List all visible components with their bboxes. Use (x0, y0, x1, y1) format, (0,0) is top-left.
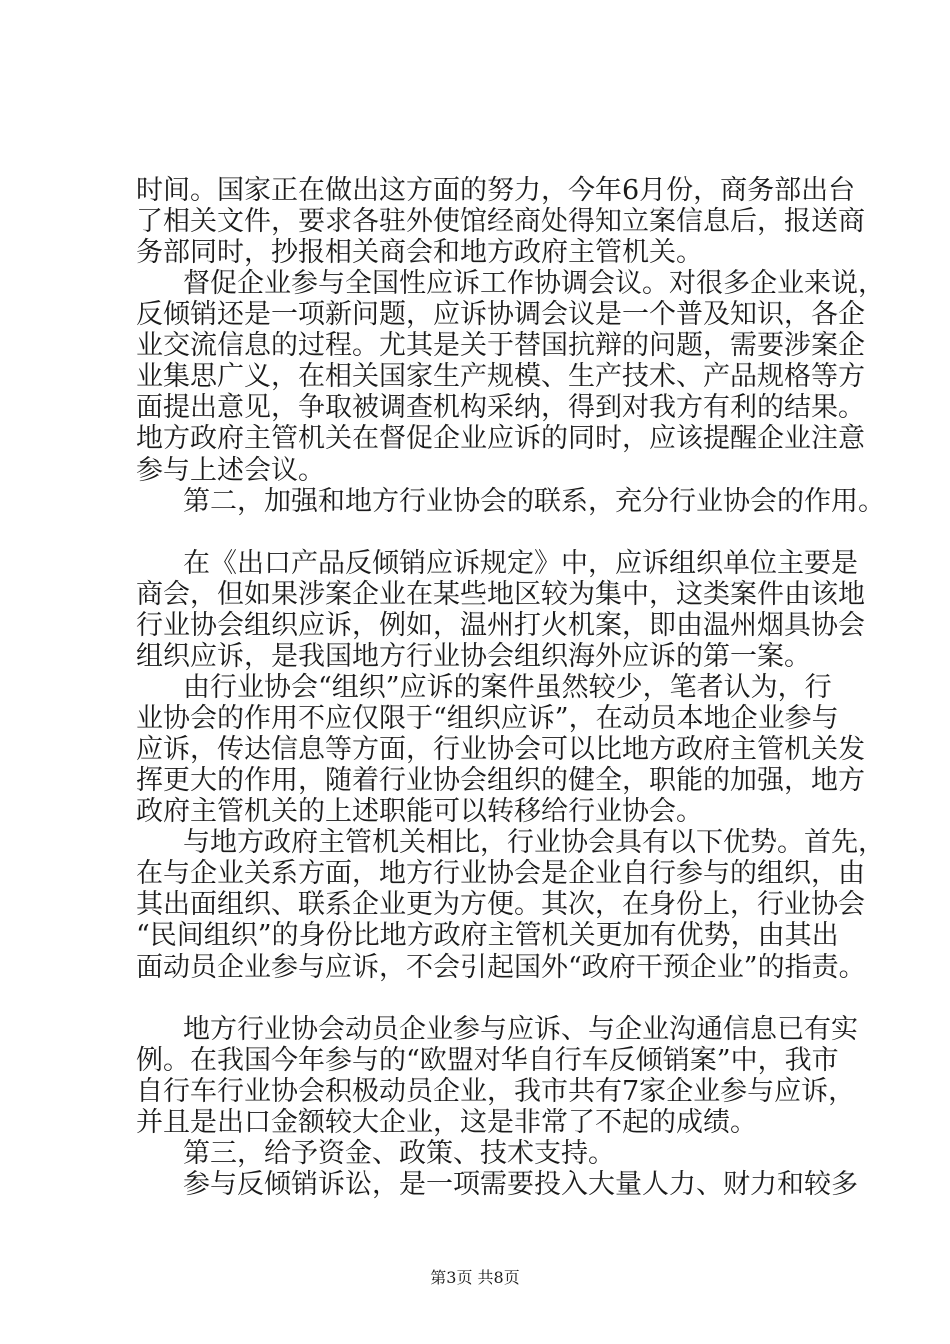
paragraph-start-line: 在《出口产品反倾销应诉规定》中，应诉组织单位主要是 (183, 547, 858, 579)
text-line: 组织应诉，是我国地方行业协会组织海外应诉的第一案。 (136, 640, 811, 672)
text-line: 挥更大的作用，随着行业协会组织的健全，职能的加强，地方 (136, 765, 865, 797)
text-line: 并且是出口金额较大企业，这是非常了不起的成绩。 (136, 1106, 757, 1138)
paragraph-start-line: 由行业协会“组织”应诉的案件虽然较少，笔者认为，行 (183, 671, 832, 703)
text-line: 了相关文件，要求各驻外使馆经商处得知立案信息后，报送商 (136, 206, 865, 238)
text-line: 行业协会组织应诉，例如，温州打火机案，即由温州烟具协会 (136, 609, 865, 641)
text-line: 例。在我国今年参与的“欧盟对华自行车反倾销案”中，我市 (136, 1044, 839, 1076)
text-line: 业协会的作用不应仅限于“组织应诉”，在动员本地企业参与 (136, 703, 839, 735)
text-line: 务部同时，抄报相关商会和地方政府主管机关。 (136, 237, 703, 269)
text-line: 地方政府主管机关在督促企业应诉的同时，应该提醒企业注意 (136, 423, 865, 455)
paragraph-start-line: 参与反倾销诉讼，是一项需要投入大量人力、财力和较多 (183, 1168, 858, 1200)
text-line: 业交流信息的过程。尤其是关于替国抗辩的问题，需要涉案企 (136, 330, 865, 362)
text-line: 参与上述会议。 (136, 454, 325, 486)
text-line: 政府主管机关的上述职能可以转移给行业协会。 (136, 796, 703, 828)
text-line: “民间组织”的身份比地方政府主管机关更加有优势，由其出 (136, 920, 839, 952)
paragraph-start-line: 地方行业协会动员企业参与应诉、与企业沟通信息已有实 (183, 1013, 858, 1045)
section-heading: 第二，加强和地方行业协会的联系，充分行业协会的作用。 (183, 485, 885, 517)
section-heading: 第三，给予资金、政策、技术支持。 (183, 1137, 615, 1169)
text-line: 自行车行业协会积极动员企业，我市共有7家企业参与应诉， (136, 1075, 856, 1107)
text-line: 时间。国家正在做出这方面的努力，今年6月份，商务部出台 (136, 175, 856, 206)
text-line: 反倾销还是一项新问题，应诉协调会议是一个普及知识，各企 (136, 299, 865, 331)
text-line: 面提出意见，争取被调查机构采纳，得到对我方有利的结果。 (136, 392, 865, 424)
text-line: 商会，但如果涉案企业在某些地区较为集中，这类案件由该地 (136, 578, 865, 610)
page-number-footer: 第3页 共8页 (430, 1268, 520, 1287)
text-line: 应诉，传达信息等方面，行业协会可以比地方政府主管机关发 (136, 734, 865, 766)
text-line: 业集思广义，在相关国家生产规模、生产技术、产品规格等方 (136, 361, 865, 393)
text-line: 在与企业关系方面，地方行业协会是企业自行参与的组织，由 (136, 858, 865, 890)
text-line: 面动员企业参与应诉，不会引起国外“政府干预企业”的指责。 (136, 951, 866, 983)
text-line: 其出面组织、联系企业更为方便。其次，在身份上，行业协会 (136, 889, 865, 921)
paragraph-start-line: 与地方政府主管机关相比，行业协会具有以下优势。首先， (183, 827, 885, 859)
paragraph-start-line: 督促企业参与全国性应诉工作协调会议。对很多企业来说， (183, 268, 885, 300)
